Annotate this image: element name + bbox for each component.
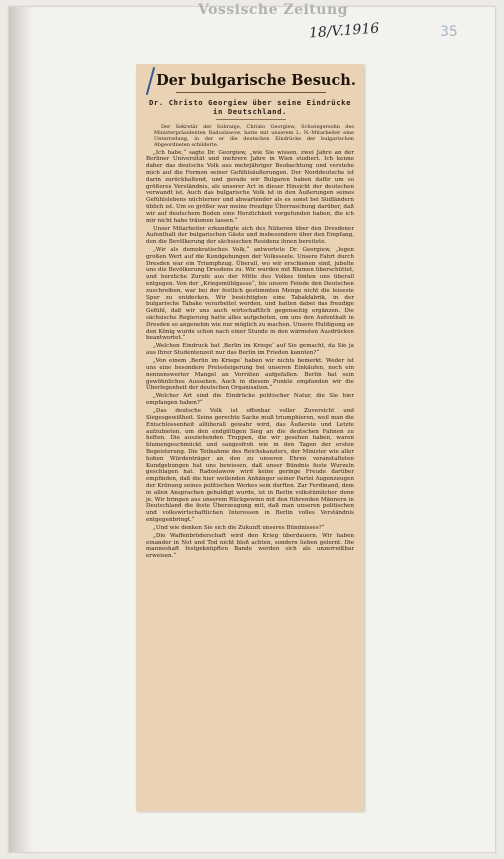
article-paragraph: „Welchen Eindruck hat ‚Berlin im Kriege‘ auf Sie gemacht, da Sie ja aus Ihrer Studentenzeit nur das Berlin im Frieden kannten?“	[146, 343, 354, 357]
article-paragraph: „Das deutsche Volk ist offenbar voller Zuversicht und Siegesgewißheit. Seine gerechte Sache muß triumphieren, weil man die Entschlossenheit allüberall gewahr wird, das Äußerste und Letzte aufzubieten, um den endgültigen Sieg an die deutschen Fahnen zu heften. Die ausziehenden Truppen, die wir gesehen haben, waren blumengeschmückt und sangesfroh wie in den Tagen der ersten Begeisterung. Die Teilnahme des Reichskanzlers, der Minister wie aller hohen Würdenträger an den zu unseren Ehren veranstalteten Kundgebungen hat uns bewiesen, daß unser Bündnis feste Wurzeln geschlagen hat. Radoslawow wird keine geringe Freude darüber empfinden, daß die hier weilenden Anhänger seiner Partei Augenzeugen der Krönung seines politischen Werkes sein durften. Zar Ferdinand, dem in allen Ansprachen gehuldigt wurde, ist in Berlin volkstümlicher denn je. Wir bringen aus unserem Rückgewinn mit den führenden Männern in Deutschland die feste Überzeugung mit, daß man unseren politischen und volkswirtschaftlichen Interessen in Berlin volles Verständnis entgegenbringt.“	[146, 408, 354, 523]
article-paragraph: „Von einem ‚Berlin im Kriege‘ haben wir nichts bemerkt. Weder ist uns eine besondere Preissteigerung bei unseren Einkäufen, noch ein nennenswerter Mangel an Vorräten aufgefallen. Berlin hat sein gewöhnliches Aussehen. Auch in diesem Punkte empfanden wir die Überlegenheit der deutschen Organisation.“	[146, 358, 354, 392]
folio-number: 35	[440, 24, 458, 40]
article-paragraph: „Die Waffenbrüderschaft wird den Krieg überdauern. Wir haben einander in Not und Tod nicht bloß achten, sondern lieben gelernt. Die manneshaft festgeknüpften Bande werden sich als unzerreißbar erweisen.“	[146, 532, 354, 560]
article-paragraph: Der Sekretär der Sobranje, Christo Georgiew, Schwiegersohn des Ministerpräsidenten Radoslawow, hatte mit unserem L. N.-Mitarbeiter eine Unterredung, in der er die deutschen Eindrücke der bulgarischen Abgeordneten schilderte.	[154, 124, 354, 149]
article-paragraph: „Und wie denken Sie sich die Zukunft unseres Bündnisses?“	[153, 524, 325, 531]
newspaper-clipping	[136, 64, 364, 811]
article-body	[146, 124, 354, 561]
newspaper-stamp: Vossische Zeitung	[198, 2, 348, 18]
article-paragraph: „Wir als demokratisches Volk,“ antwortete Dr. Georgiew, „legen großen Wert auf die Kundgebungen der Volksseele. Unsere Fahrt durch Dresden war ein Triumphzug. Überall, wo wir erschienen sind, jubelte uns die Bevölkerung Dresdens zu. Wir wurden mit Blumen überschüttet, und herzliche Zurufe aus der Mitte des Volkes tönten uns überall entgegen. Von der „Kriegsmühlgasse“, bis unsere Feinde den Deutschen zuschreiben, war bei der festlich gestimmten Menge nicht die leiseste Spur zu entdecken. Wir besichtigten eine Tabakfabrik, in der bulgarische Tabake verarbeitet werden, und hatten dabei das freudige Gefühl, daß wir uns auch wirtschaftlich gegenseitig ergänzen. Die sächsische Regierung hatte alles aufgeboten, um uns den Aufenthalt in Dresden so angenehm wie nur möglich zu machen. Unsere Huldigung an den König wurde schon nach einer Stunde in den wärmsten Ausdrücken beantwortet.“	[146, 247, 354, 342]
headline-rule	[176, 92, 326, 93]
article-headline: Der bulgarische Besuch.	[156, 72, 356, 89]
article-paragraph: Unser Mitarbeiter erkundigte sich des Näheren über den Dresdener Aufenthalt der bulgarischen Gäste und insbesondere über den Empfang, den die Bevölkerung der sächsischen Residenz ihnen bereitete.	[146, 225, 354, 246]
article-paragraph: „Welcher Art sind die Eindrücke politischer Natur, die Sie hier empfangen haben?“	[146, 393, 354, 407]
binding-edge	[9, 7, 33, 852]
handwritten-date: 18/V.1916	[308, 20, 380, 42]
subhead-rule	[216, 119, 286, 120]
article-subheadline: Dr. Christo Georgiew über seine Eindrücke in Deutschland.	[148, 98, 352, 116]
pencil-mark-icon	[143, 66, 157, 96]
article-paragraph: „Ich habe,“ sagte Dr. Georgiew, „wie Sie wissen, zwei Jahre an der Berliner Universität und mehrere Jahre in Wien studiert. Ich kenne daher das deutsche Volk aus mehrjähriger Beobachtung und verstehe mich auf die Formen seiner Gefühlsäußerungen. Der Norddeutsche ist darin zurückhaltend, und gerade wir Bulgaren haben dafür um so größeres Verständnis, als unserer Art in dieser Hinsicht der deutschen verwandt ist. Auch das bulgarische Volk ist in den Äußerungen seines Gefühlslebens nüchterner und abwartender als es sonst bei Südländern üblich ist. Um so größer war meine freudige Überraschung darüber, daß wir auf deutschem Boden eine Herzlichkeit vorgefunden haben, die ich mir nicht habe träumen lassen.“	[146, 149, 354, 224]
